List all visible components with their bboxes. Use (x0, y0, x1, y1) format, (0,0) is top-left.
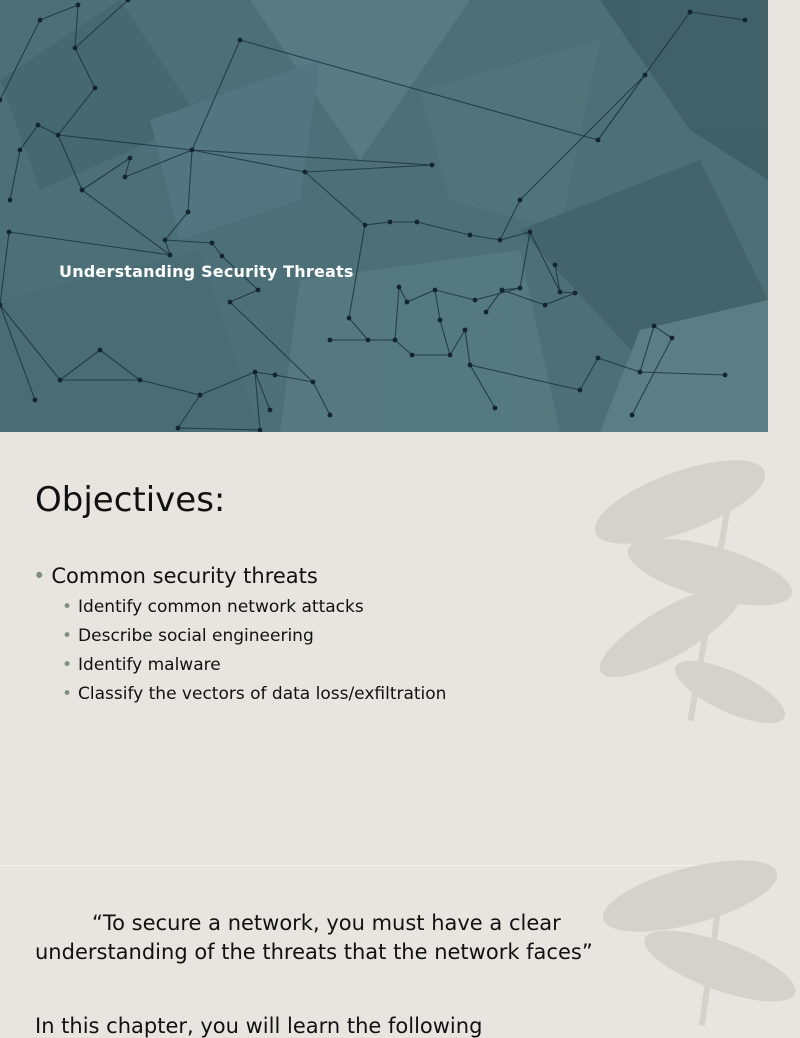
network-node (123, 175, 128, 180)
network-node (393, 338, 398, 343)
bullet-icon: • (33, 564, 46, 588)
network-node (73, 46, 78, 51)
network-line (212, 243, 222, 256)
network-node (405, 300, 410, 305)
network-node (438, 318, 443, 323)
network-node (543, 303, 548, 308)
quote-slide (0, 866, 768, 1038)
network-node (176, 426, 181, 431)
network-node (8, 198, 13, 203)
sub-bullet (62, 595, 446, 624)
network-node (670, 336, 675, 341)
network-node (410, 353, 415, 358)
network-line (305, 172, 365, 225)
network-node (518, 286, 523, 291)
network-node (366, 338, 371, 343)
main-bullet-text: Common security threats (51, 564, 318, 588)
objectives-slide (0, 432, 768, 865)
network-line (82, 190, 170, 255)
network-node (553, 263, 558, 268)
network-node (36, 123, 41, 128)
network-node (163, 238, 168, 243)
network-node (138, 378, 143, 383)
quote-text: “To secure a network, you must have a clear understanding of the threats that the network faces” (35, 911, 593, 964)
network-node (643, 73, 648, 78)
network-line (40, 5, 78, 20)
network-node (253, 370, 258, 375)
network-node (93, 86, 98, 91)
network-node (311, 380, 316, 385)
slide-title: Understanding Security Threats (59, 262, 354, 281)
network-line (580, 358, 598, 390)
network-node (38, 18, 43, 23)
network-line (230, 290, 258, 302)
network-node (596, 138, 601, 143)
leaf-shadow-decoration (560, 442, 800, 742)
network-node (76, 3, 81, 8)
network-node (468, 363, 473, 368)
network-line (500, 232, 530, 240)
network-node (228, 300, 233, 305)
network-line (9, 232, 170, 255)
sub-bullet-text: Identify common network attacks (78, 597, 364, 617)
network-node (303, 170, 308, 175)
sub-bullet-text: Classify the vectors of data loss/exfiltration (78, 684, 447, 704)
title-slide (0, 0, 768, 432)
bullet-icon: • (62, 626, 73, 646)
sub-bullet-list (62, 595, 446, 711)
objectives-heading: Objectives: (35, 480, 226, 520)
network-node (596, 356, 601, 361)
network-node (473, 298, 478, 303)
network-node (198, 393, 203, 398)
network-node (0, 98, 2, 103)
network-node (220, 254, 225, 259)
network-node (430, 163, 435, 168)
network-node (328, 413, 333, 418)
network-node (7, 230, 12, 235)
network-node (415, 220, 420, 225)
network-node (498, 238, 503, 243)
bullet-icon: • (62, 684, 73, 704)
network-node (688, 10, 693, 15)
network-node (397, 285, 402, 290)
network-line (165, 240, 212, 243)
network-node (493, 406, 498, 411)
network-node (256, 288, 261, 293)
network-node (723, 373, 728, 378)
network-line (255, 372, 275, 375)
sub-bullet (62, 624, 446, 653)
network-node (518, 198, 523, 203)
bullet-icon: • (62, 597, 73, 617)
network-node (98, 348, 103, 353)
network-node (190, 148, 195, 153)
network-node (388, 220, 393, 225)
network-node (273, 373, 278, 378)
network-node (33, 398, 38, 403)
network-line (417, 222, 470, 235)
network-node (268, 408, 273, 413)
network-line (365, 222, 390, 225)
chapter-intro-text: In this chapter, you will learn the following (35, 1014, 483, 1038)
network-node (363, 223, 368, 228)
network-node (328, 338, 333, 343)
sub-bullet-text: Identify malware (78, 655, 221, 675)
sub-bullet (62, 653, 446, 682)
network-node (578, 388, 583, 393)
main-bullet (33, 564, 318, 588)
network-node (558, 290, 563, 295)
network-node (128, 156, 133, 161)
network-node (18, 148, 23, 153)
bullet-icon: • (62, 655, 73, 675)
network-node (448, 353, 453, 358)
network-node (468, 233, 473, 238)
network-line (10, 150, 20, 200)
network-node (433, 288, 438, 293)
network-node (210, 241, 215, 246)
sub-bullet (62, 682, 446, 711)
network-node (80, 188, 85, 193)
network-node (238, 38, 243, 43)
network-line (545, 293, 575, 305)
network-line (470, 235, 500, 240)
network-node (168, 253, 173, 258)
network-node (186, 210, 191, 215)
network-line (305, 165, 432, 172)
network-node (463, 328, 468, 333)
network-node (56, 133, 61, 138)
network-node (500, 288, 505, 293)
network-line (0, 232, 9, 305)
network-node (573, 291, 578, 296)
network-node (58, 378, 63, 383)
network-node (638, 370, 643, 375)
network-background-graphic (0, 0, 768, 432)
network-node (528, 230, 533, 235)
network-node (743, 18, 748, 23)
sub-bullet-text: Describe social engineering (78, 626, 314, 646)
network-node (652, 324, 657, 329)
network-node (484, 310, 489, 315)
network-node (347, 316, 352, 321)
network-node (630, 413, 635, 418)
